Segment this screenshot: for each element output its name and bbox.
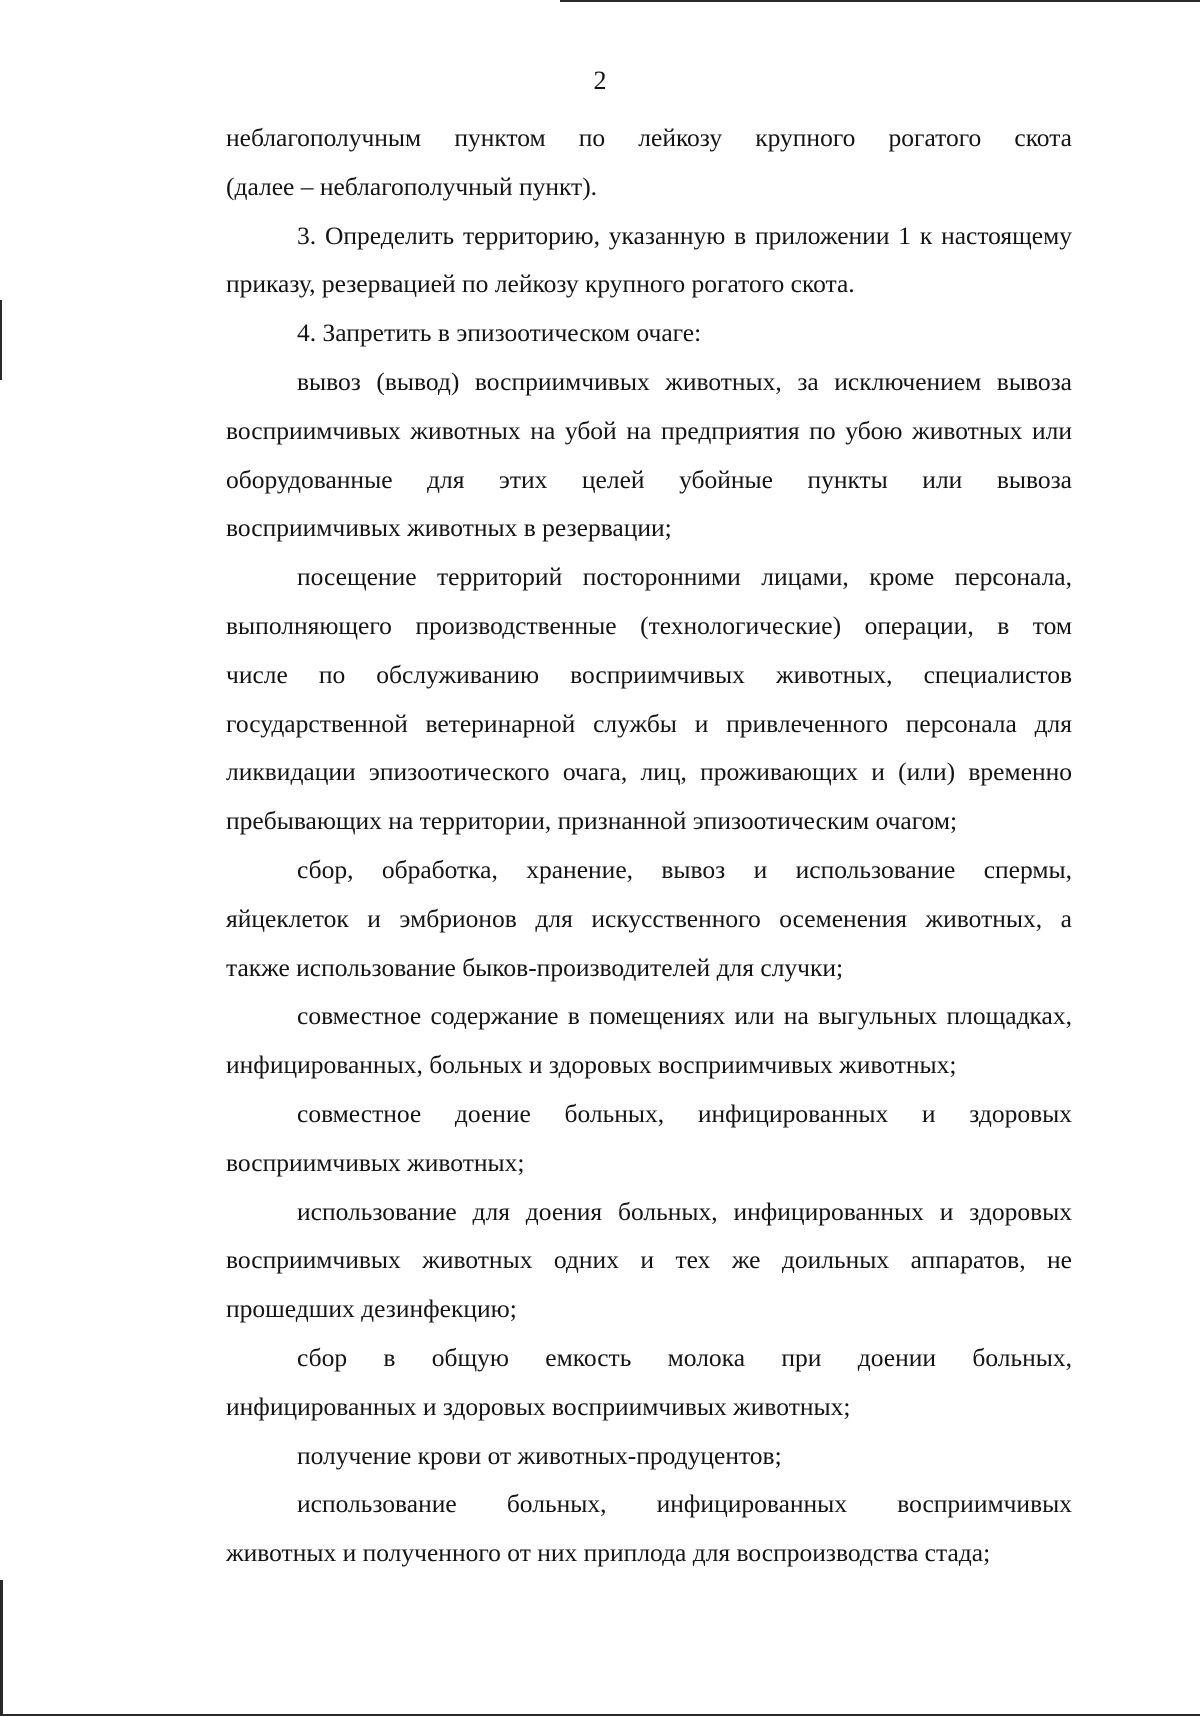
text-line: сбор в общую емкость молока при доении больных, <box>297 1342 1072 1372</box>
paragraph <box>155 1334 1072 1432</box>
paragraph <box>155 358 1072 553</box>
paragraph <box>155 212 1072 310</box>
text-line: выполняющего производственные (технологические) операции, в том <box>226 610 1072 640</box>
text-line: прошедших дезинфекцию; <box>226 1294 517 1324</box>
text-line: неблагополучным пунктом по лейкозу крупного рогатого скота <box>226 123 1072 152</box>
text-line: также использование быков-производителей для случки; <box>226 952 844 982</box>
paragraph <box>155 309 1072 358</box>
paragraph <box>155 846 1072 992</box>
text-line: восприимчивых животных; <box>226 1147 525 1177</box>
text-line: пребывающих на территории, признанной эпизоотическим очагом; <box>226 806 958 836</box>
paragraph <box>155 992 1072 1090</box>
paragraph <box>155 1090 1072 1188</box>
text-line: 4. Запретить в эпизоотическом очаге: <box>297 318 702 348</box>
text-line: ликвидации эпизоотического очага, лиц, проживающих и (или) временно <box>226 757 1072 787</box>
text-line: совместное содержание в помещениях или на выгульных площадках, <box>297 1001 1072 1031</box>
text-line: инфицированных и здоровых восприимчивых животных; <box>226 1391 851 1421</box>
text-line: совместное доение больных, инфицированных и здоровых <box>297 1098 1072 1128</box>
paragraph <box>155 114 1072 212</box>
text-line: 3. Определить территорию, указанную в приложении 1 к настоящему <box>297 220 1072 250</box>
paragraph <box>155 553 1072 846</box>
text-line: государственной ветеринарной службы и привлеченного персонала для <box>226 708 1072 738</box>
text-line: посещение территорий посторонними лицами, кроме персонала, <box>297 562 1072 592</box>
text-line: инфицированных, больных и здоровых восприимчивых животных; <box>226 1050 957 1080</box>
document-body <box>155 114 1072 1578</box>
scan-edge-top <box>560 0 1200 2</box>
text-line: животных и полученного от них приплода для воспроизводства стада; <box>226 1538 991 1568</box>
paragraph <box>155 1432 1072 1481</box>
scan-edge-left-lower <box>0 1580 3 1716</box>
text-line: получение крови от животных-продуцентов; <box>297 1440 782 1470</box>
paragraph <box>155 1480 1072 1578</box>
text-line: оборудованные для этих целей убойные пункты или вывоза <box>226 464 1072 494</box>
text-line: восприимчивых животных на убой на предприятия по убою животных или <box>226 415 1072 445</box>
text-line: сбор, обработка, хранение, вывоз и использование спермы, <box>297 854 1072 884</box>
text-line: восприимчивых животных в резервации; <box>226 513 672 543</box>
text-line: яйцеклеток и эмбрионов для искусственного осеменения животных, а <box>226 903 1072 933</box>
text-line: приказу, резервацией по лейкозу крупного рогатого скота. <box>226 269 855 299</box>
text-line: использование больных, инфицированных восприимчивых <box>297 1489 1072 1519</box>
paragraph <box>155 1188 1072 1334</box>
text-line: (далее – неблагополучный пункт). <box>226 171 598 201</box>
page-number: 2 <box>593 66 607 95</box>
text-line: вывоз (вывод) восприимчивых животных, за исключением вывоза <box>297 366 1072 396</box>
text-line: числе по обслуживанию восприимчивых животных, специалистов <box>226 659 1072 689</box>
text-line: восприимчивых животных одних и тех же доильных аппаратов, не <box>226 1245 1072 1275</box>
text-line: использование для доения больных, инфицированных и здоровых <box>297 1196 1072 1226</box>
scan-edge-left <box>0 300 2 380</box>
